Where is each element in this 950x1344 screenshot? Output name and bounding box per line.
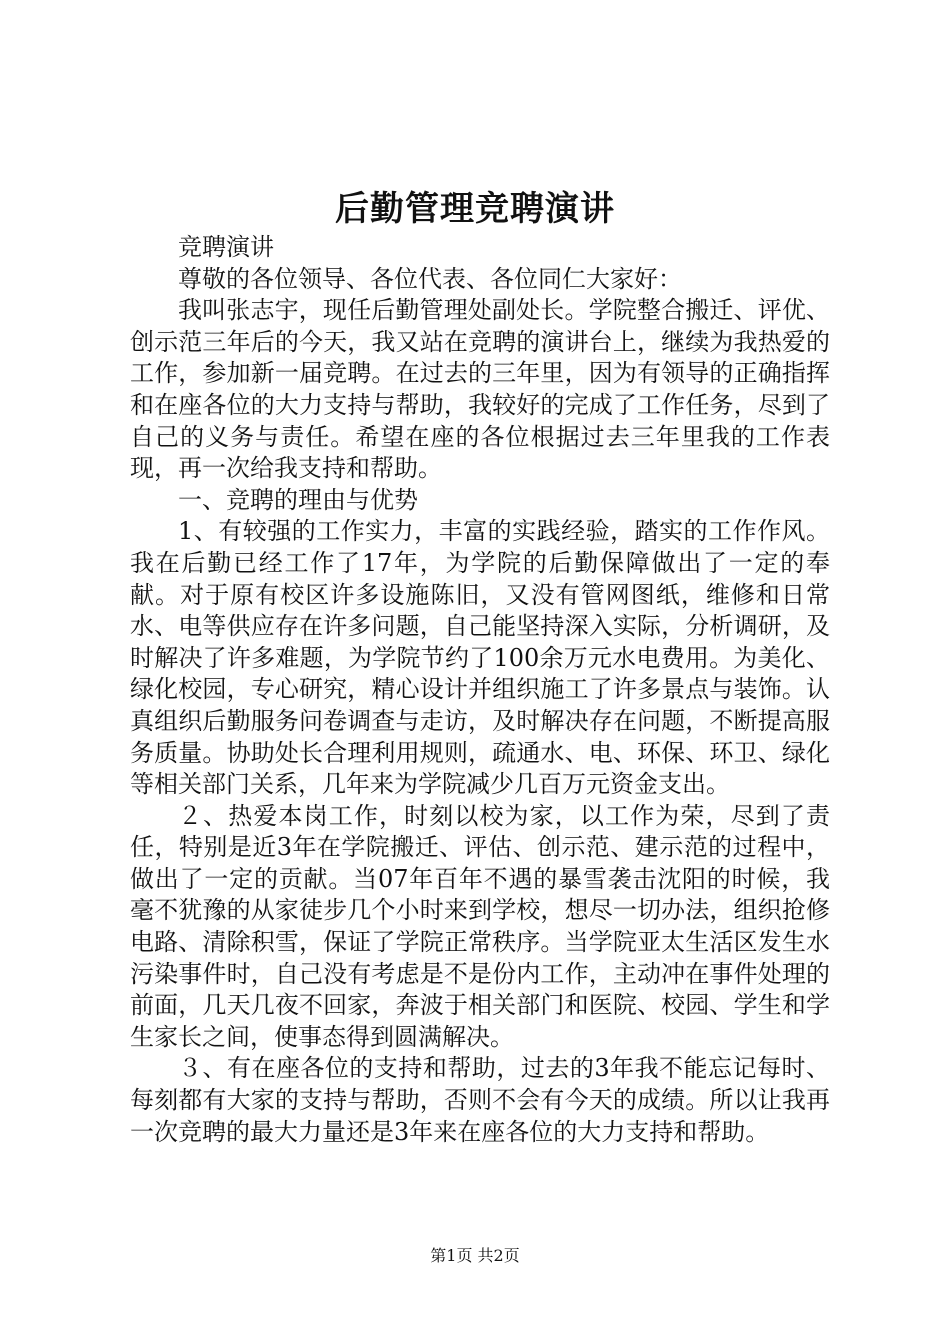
paragraph-introduction: 我叫张志宇，现任后勤管理处副处长。学院整合搬迁、评优、创示范三年后的今天，我又站在竞聘的演讲台上，继续为我热爱的工作，参加新一届竞聘。在过去的三年里，因为有领导的正确指挥和在座各位的大力支持与帮助，我较好的完成了工作任务，尽到了自己的义务与责任。希望在座的各位根据过去三年里我的工作表现，再一次给我支持和帮助。: [130, 296, 830, 483]
document-title: 后勤管理竞聘演讲: [335, 189, 615, 229]
paragraph-point-2: ２、热爱本岗工作，时刻以校为家，以工作为荣，尽到了责任，特别是近3年在学院搬迁、评估、创示范、建示范的过程中，做出了一定的贡献。当07年百年不遇的暴雪袭击沈阳的时候，我毫不犹豫的从家徒步几个小时来到学校，想尽一切办法，组织抢修电路、清除积雪，保证了学院正常秩序。当学院亚太生活区发生水污染事件时，自己没有考虑是不是份内工作，主动冲在事件处理的前面，几天几夜不回家，奔波于相关部门和医院、校园、学生和学生家长之间，使事态得到圆满解决。: [130, 801, 830, 1051]
document-body: [130, 232, 830, 1148]
page-number-footer: 第1页 共2页: [430, 1246, 520, 1265]
paragraph-salutation: 尊敬的各位领导、各位代表、各位同仁大家好：: [178, 264, 682, 293]
section-heading-reasons: 一、竞聘的理由与优势: [178, 485, 418, 514]
paragraph-point-1: 1、有较强的工作实力，丰富的实践经验，踏实的工作作风。我在后勤已经工作了17年，为学院的后勤保障做出了一定的奉献。对于原有校区许多设施陈旧，又没有管网图纸，维修和日常水、电等供应存在许多问题，自己能坚持深入实际，分析调研，及时解决了许多难题，为学院节约了100余万元水电费用。为美化、绿化校园，专心研究，精心设计并组织施工了许多景点与装饰。认真组织后勤服务问卷调查与走访，及时解决存在问题，不断提高服务质量。协助处长合理利用规则，疏通水、电、环保、环卫、绿化等相关部门关系，几年来为学院减少几百万元资金支出。: [130, 517, 830, 799]
paragraph-heading-label: 竞聘演讲: [178, 233, 274, 261]
paragraph-point-3: ３、有在座各位的支持和帮助，过去的3年我不能忘记每时、每刻都有大家的支持与帮助，否则不会有今天的成绩。所以让我再一次竞聘的最大力量还是3年来在座各位的大力支持和帮助。: [130, 1054, 830, 1146]
